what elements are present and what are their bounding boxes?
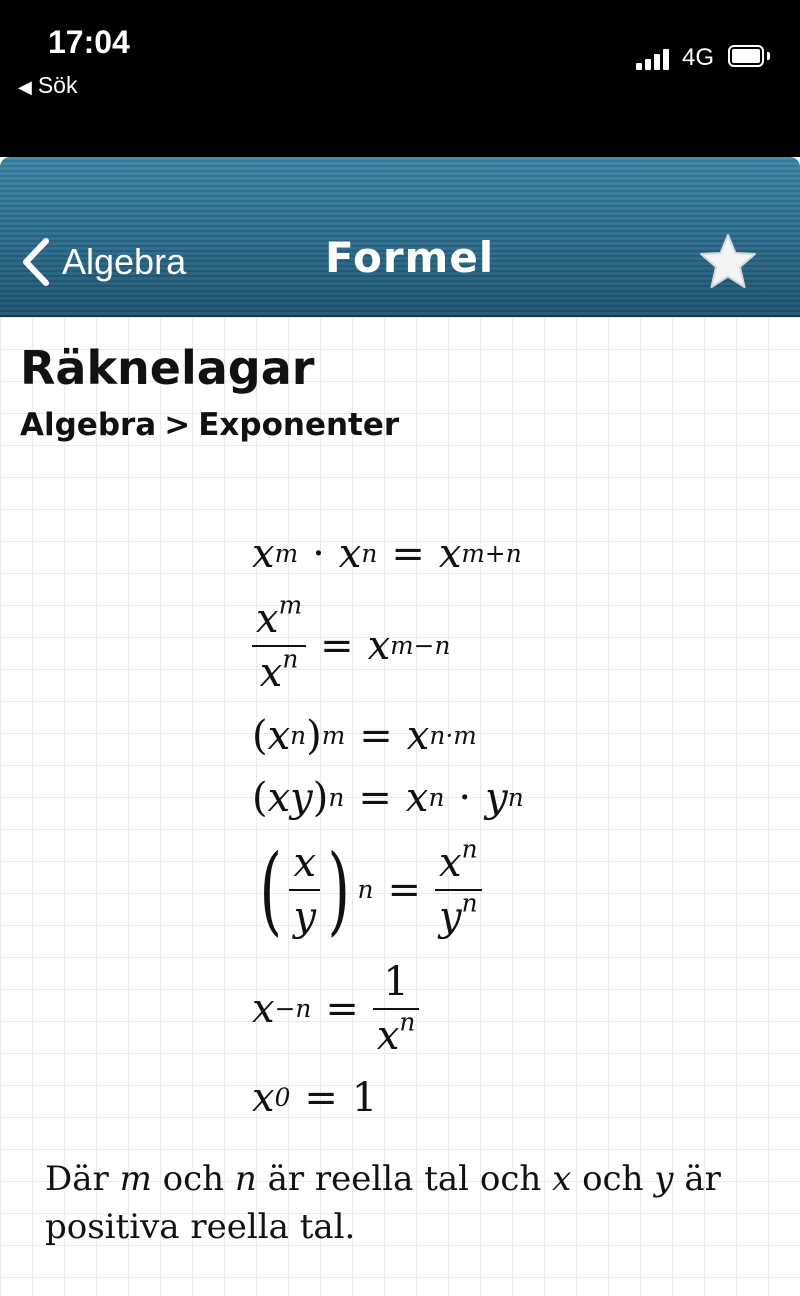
formula-product-rule: x m · x n = x m+n bbox=[252, 531, 522, 577]
back-to-search-link[interactable] bbox=[18, 72, 77, 99]
explanation-text: Där m och n är reella tal och x och y är positiva reella tal. bbox=[45, 1159, 721, 1247]
nav-back-button[interactable] bbox=[20, 237, 186, 287]
formula-product-power-rule: ( xy ) n = x n · y n bbox=[252, 775, 524, 821]
favorite-star-button[interactable] bbox=[697, 232, 759, 295]
breadcrumb bbox=[20, 407, 399, 443]
page-title: Räknelagar bbox=[20, 341, 315, 395]
breadcrumb-exponenter: Exponenter bbox=[198, 407, 400, 443]
back-triangle-icon: ◀ bbox=[18, 77, 32, 97]
breadcrumb-separator: > bbox=[164, 407, 191, 443]
breadcrumb-algebra: Algebra bbox=[20, 407, 157, 443]
nav-back-label: Algebra bbox=[62, 241, 187, 282]
formula-quotient-power-rule: ( $\frac{x}{y}$ ) n = $\frac{x^n}{y^n}$ bbox=[252, 830, 652, 950]
formula-negative-exponent: x −n = $\frac{1}{x^n}$ bbox=[252, 950, 652, 1068]
formula-content bbox=[0, 317, 800, 1296]
status-bar bbox=[0, 0, 800, 157]
signal-icon bbox=[636, 48, 676, 70]
star-icon bbox=[697, 232, 759, 290]
formula-quotient-rule: $\frac{x^m}{x^n}$ = x m−n bbox=[252, 586, 652, 706]
battery-cap bbox=[767, 52, 770, 60]
back-app-label: Sök bbox=[37, 72, 78, 98]
formula-list bbox=[252, 522, 652, 1128]
nav-title: Formel bbox=[325, 233, 495, 282]
battery-icon bbox=[728, 45, 764, 67]
chevron-left-icon bbox=[20, 237, 50, 287]
status-time: 17:04 bbox=[48, 24, 130, 60]
nav-bar bbox=[0, 157, 800, 317]
network-type: 4G bbox=[682, 44, 715, 71]
formula-zero-exponent: x 0 = 1 bbox=[252, 1075, 378, 1121]
formula-power-rule: ( x n ) m = x n·m bbox=[252, 713, 477, 759]
